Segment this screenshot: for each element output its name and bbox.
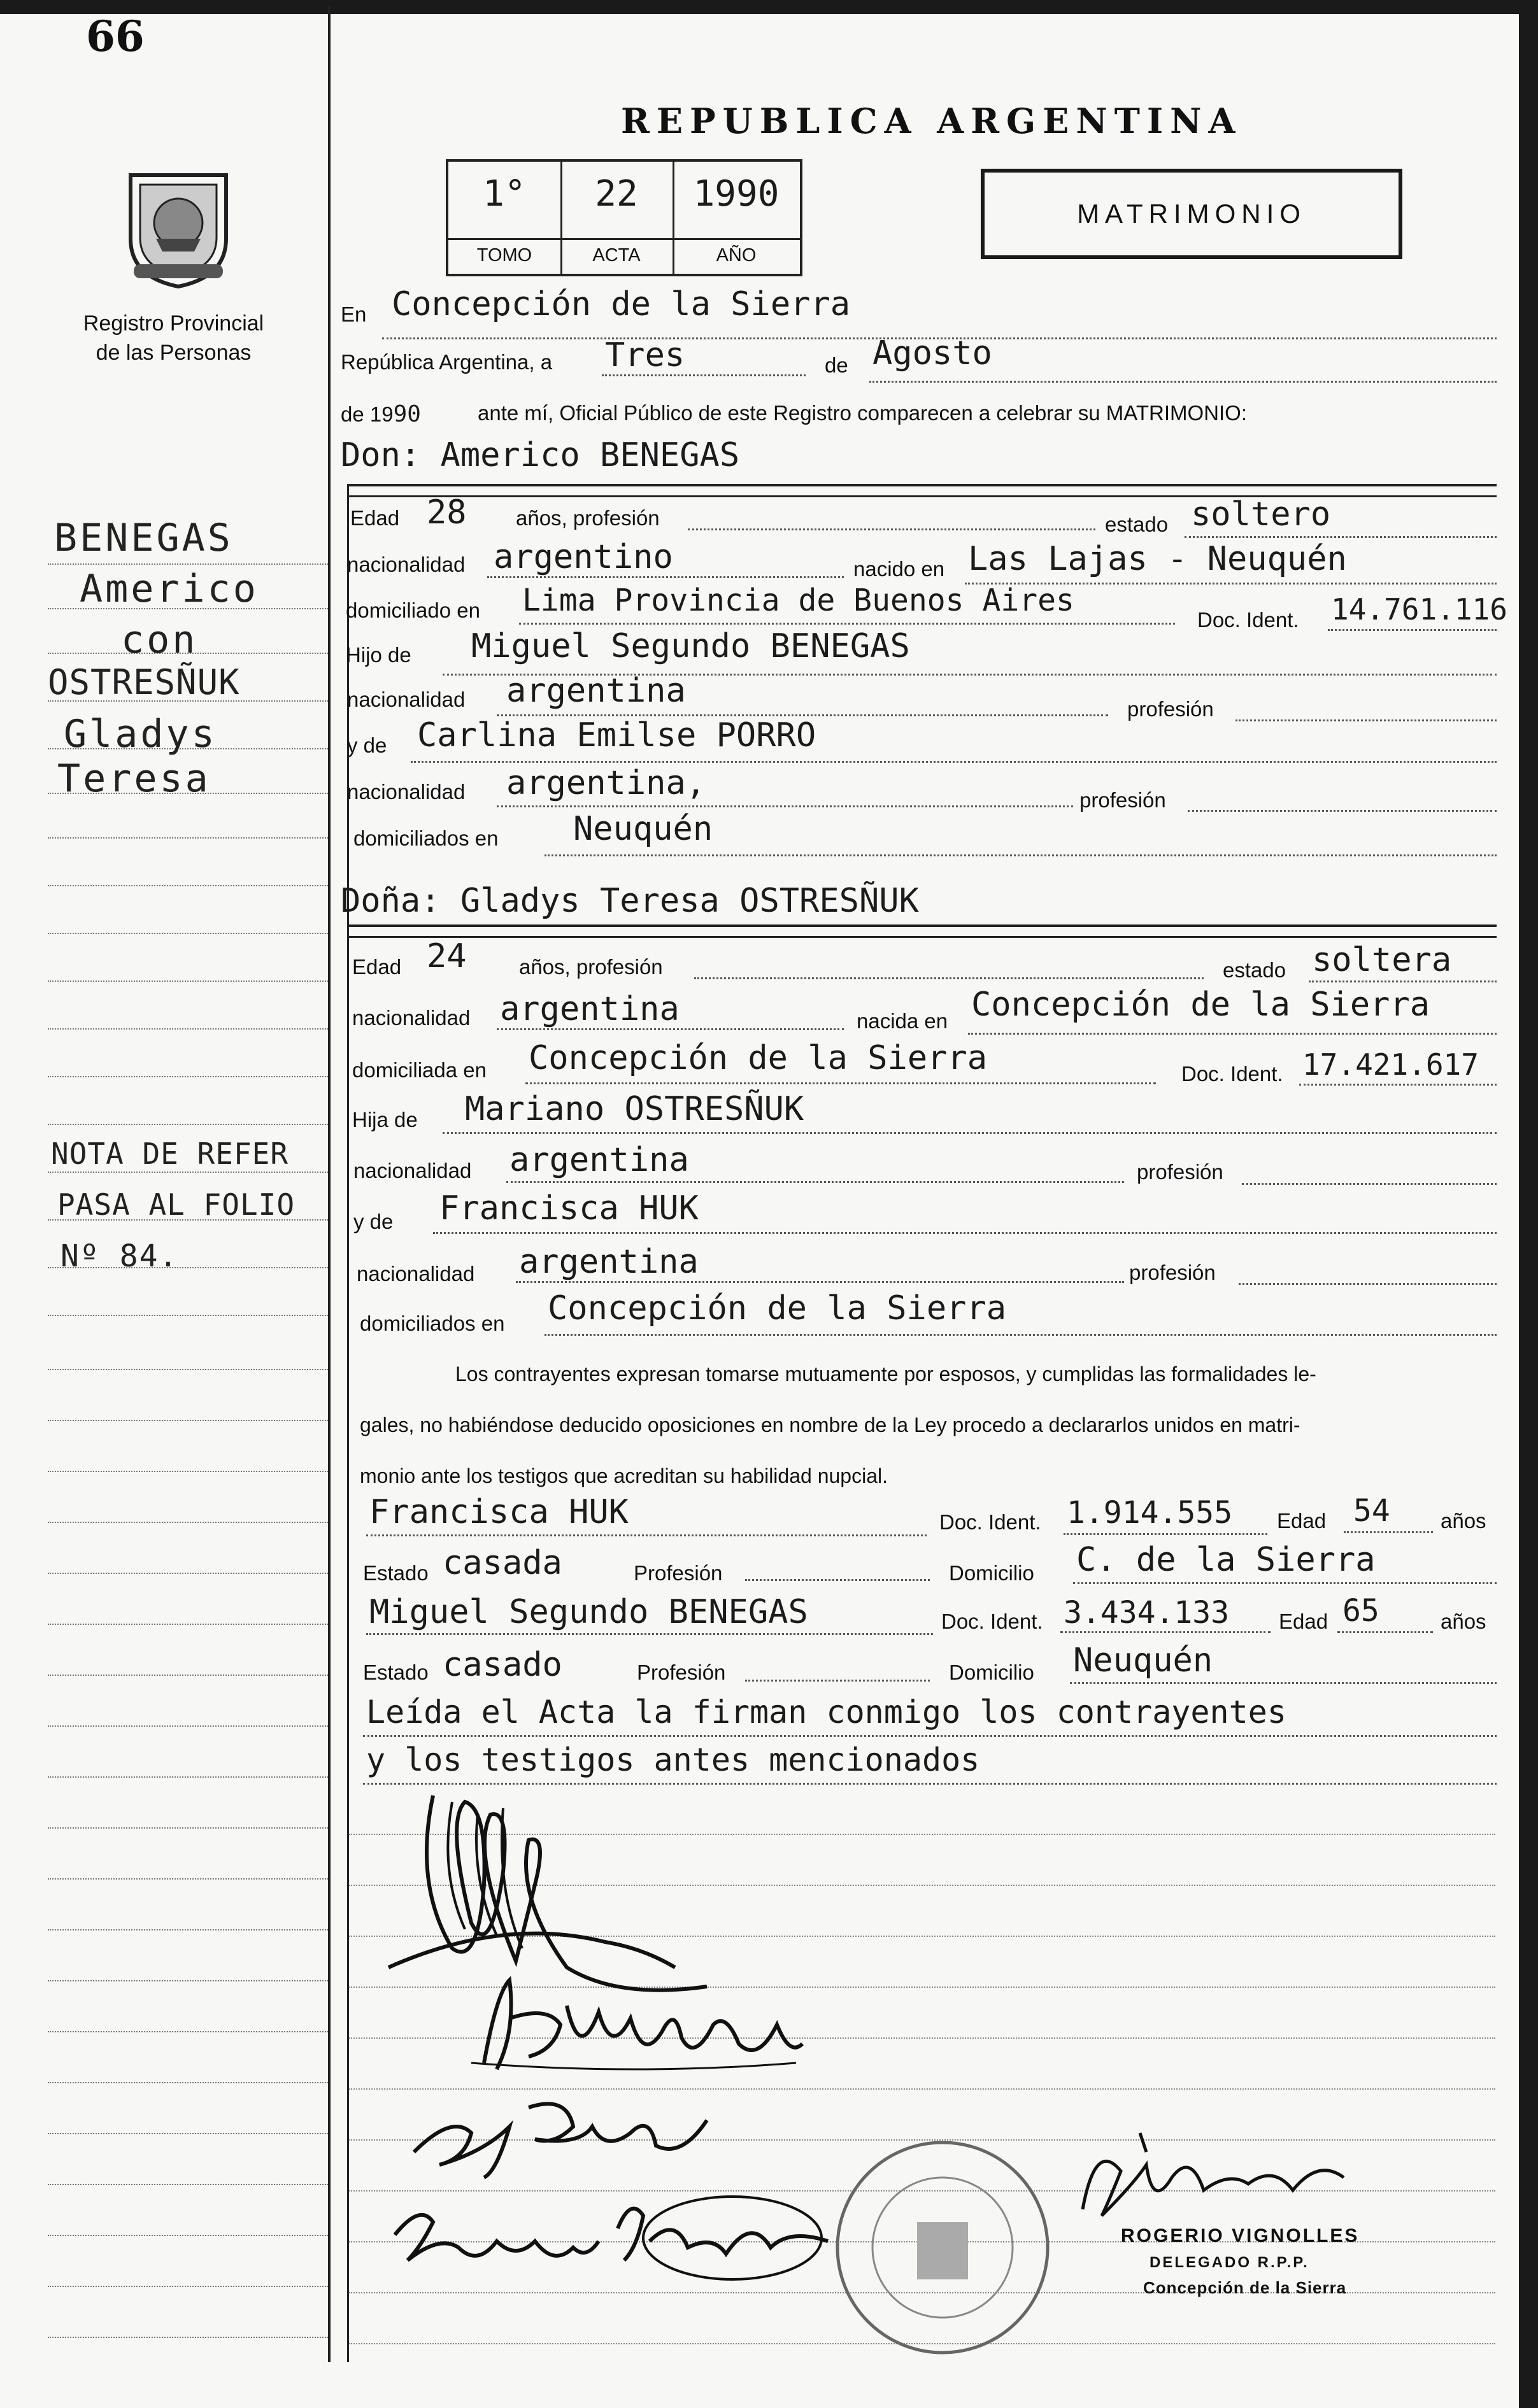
year-label	[341, 401, 421, 427]
groom-profesion-label: años, profesión	[516, 506, 660, 530]
margin-rule	[48, 1172, 328, 1173]
groom-madre-nac-line	[497, 805, 1073, 807]
margin-rule	[48, 1725, 328, 1727]
bride-estado-label: estado	[1223, 958, 1286, 982]
official-name: ROGERIO VIGNOLLES	[1121, 2225, 1360, 2246]
document-type-box: MATRIMONIO	[981, 169, 1402, 259]
groom-doc-label: Doc. Ident.	[1197, 608, 1299, 632]
groom-edad-label: Edad	[350, 506, 400, 530]
margin-rule	[48, 1776, 328, 1778]
place-value: Concepción de la Sierra	[392, 285, 851, 323]
groom-nacido-value: Las Lajas - Neuquén	[968, 540, 1347, 578]
margin-rule	[48, 2184, 328, 2185]
scan-top-edge	[0, 0, 1538, 14]
groom-nac-label: nacionalidad	[347, 553, 466, 576]
bride-padre-prof-label: profesión	[1137, 1160, 1223, 1184]
margin-rule	[48, 1573, 328, 1574]
margin-rule	[48, 981, 328, 982]
closing-line1: Leída el Acta la firman conmigo los contrayentes	[366, 1694, 1286, 1731]
witness2-edad-line	[1337, 1631, 1433, 1633]
bride-padre-nac-line	[506, 1181, 1124, 1183]
groom-estado-value: soltero	[1191, 495, 1331, 534]
acta-value: 22	[595, 173, 638, 215]
bride-madre-line	[433, 1232, 1497, 1234]
margin-rule	[48, 933, 328, 934]
groom-madre-line	[411, 761, 1497, 763]
republica-label: República Argentina, a	[341, 350, 553, 374]
bride-heading-rule-2	[347, 936, 1497, 938]
groom-padres-dom-label: domiciliados en	[353, 826, 499, 850]
witness2-name: Miguel Segundo BENEGAS	[369, 1593, 808, 1631]
witness1-anos-label: años	[1441, 1509, 1486, 1533]
provincial-seal-logo	[118, 162, 239, 290]
groom-heading: Don: Americo BENEGAS	[341, 436, 740, 474]
groom-domicilio-value: Lima Provincia de Buenos Aires	[522, 583, 1074, 618]
bride-nacida-line	[968, 1033, 1497, 1035]
margin-name-2: Americo	[80, 567, 259, 611]
margin-rule	[48, 2133, 328, 2134]
bride-padres-dom-line	[545, 1334, 1497, 1336]
witness1-domicilio-label: Domicilio	[949, 1561, 1034, 1585]
margin-rule	[48, 1929, 328, 1930]
statement-text: ante mí, Oficial Público de este Registro comparecen a celebrar su MATRIMONIO:	[478, 401, 1248, 425]
witness2-profesion-label: Profesión	[637, 1661, 726, 1684]
record-number-box	[446, 159, 802, 276]
witness2-name-line	[366, 1633, 933, 1635]
witness2-doc-label: Doc. Ident.	[941, 1610, 1043, 1633]
witness1-name-line	[366, 1534, 927, 1536]
witness1-edad-label: Edad	[1277, 1509, 1327, 1533]
official-location: Concepción de la Sierra	[1143, 2278, 1347, 2297]
margin-rule	[48, 1522, 328, 1523]
bride-padre-value: Mariano OSTRESÑUK	[465, 1090, 804, 1128]
witness2-anos-label: años	[1441, 1610, 1486, 1633]
margin-note-line3: Nº 84.	[61, 1238, 179, 1274]
groom-nac-line	[487, 576, 844, 578]
closing-line1-rule	[363, 1735, 1497, 1737]
bride-estado-line	[1309, 981, 1497, 982]
groom-estado-label: estado	[1105, 513, 1169, 536]
bride-padre-line	[443, 1132, 1497, 1134]
bride-nacida-label: nacida en	[857, 1009, 948, 1033]
bride-padres-dom-value: Concepción de la Sierra	[548, 1289, 1007, 1328]
bride-padre-nac-label: nacionalidad	[353, 1159, 472, 1182]
tomo-value: 1°	[483, 173, 526, 215]
groom-padres-dom-value: Neuquén	[573, 810, 713, 848]
bride-madre-prof-line	[1239, 1283, 1497, 1285]
groom-doc-value: 14.761.116	[1331, 592, 1507, 627]
witness-signature-1	[401, 2076, 758, 2184]
groom-nacido-label: nacido en	[853, 557, 945, 581]
declaration-line3: monio ante los testigos que acreditan su habilidad nupcial.	[360, 1464, 888, 1487]
margin-note-line1: NOTA DE REFER	[51, 1137, 289, 1171]
bride-profesion-label: años, profesión	[519, 955, 663, 979]
bride-profesion-line	[694, 977, 1204, 979]
anio-value: 1990	[693, 173, 780, 215]
margin-rule	[48, 1076, 328, 1077]
bride-madre-nac-line	[516, 1281, 1124, 1283]
groom-estado-line	[1185, 536, 1497, 538]
groom-doc-line	[1328, 629, 1497, 631]
margin-rule	[48, 2031, 328, 2032]
witness2-domicilio-label: Domicilio	[949, 1661, 1034, 1684]
bride-edad-label: Edad	[352, 955, 402, 979]
groom-heading-rule	[347, 484, 1497, 486]
bride-padres-dom-label: domiciliados en	[360, 1312, 505, 1335]
en-label: En	[341, 302, 367, 326]
groom-madre-nac-label: nacionalidad	[347, 780, 466, 804]
acta-label: ACTA	[560, 238, 673, 266]
margin-name-5: Gladys	[64, 712, 217, 756]
margin-rule	[48, 2286, 328, 2287]
witness2-edad-value: 65	[1342, 1593, 1379, 1629]
bride-madre-nac-value: argentina	[519, 1243, 699, 1281]
margin-rule	[48, 2082, 328, 2083]
witness2-profesion-line	[745, 1680, 930, 1682]
bride-doc-label: Doc. Ident.	[1181, 1062, 1283, 1086]
bride-domicilio-value: Concepción de la Sierra	[529, 1039, 988, 1077]
bride-heading: Doña: Gladys Teresa OSTRESÑUK	[341, 882, 919, 920]
anio-cell	[673, 162, 800, 274]
groom-hijo-label: Hijo de	[346, 643, 411, 667]
margin-name-4: OSTRESÑUK	[48, 662, 240, 702]
witness1-edad-value: 54	[1353, 1493, 1390, 1529]
witness1-doc-value: 1.914.555	[1067, 1495, 1233, 1531]
bride-heading-rule	[347, 924, 1497, 927]
witness1-estado-value: casada	[443, 1544, 562, 1582]
margin-rule	[48, 1827, 328, 1829]
bride-domicilio-label: domiciliada en	[352, 1058, 487, 1082]
witness2-doc-value: 3.434.133	[1064, 1595, 1230, 1631]
bride-hija-label: Hija de	[352, 1108, 418, 1131]
groom-domicilio-label: domiciliado en	[346, 598, 480, 622]
closing-line2: y los testigos antes mencionados	[366, 1741, 980, 1778]
groom-padre-nac-value: argentina	[506, 672, 686, 710]
margin-name-3: con	[121, 618, 198, 662]
groom-madre-prof-line	[1188, 810, 1497, 812]
bride-nac-label: nacionalidad	[352, 1006, 471, 1030]
groom-madre-value: Carlina Emilse PORRO	[417, 716, 816, 754]
year-prefix: de 19	[341, 402, 394, 426]
witness1-edad-line	[1344, 1531, 1433, 1533]
groom-madre-prof-label: profesión	[1079, 788, 1166, 812]
groom-padre-nac-label: nacionalidad	[347, 688, 466, 711]
bride-nac-line	[497, 1028, 844, 1030]
bride-yde-label: y de	[353, 1210, 394, 1233]
groom-padres-dom-line	[545, 854, 1497, 856]
witness2-estado-value: casado	[443, 1646, 562, 1684]
margin-name-6: Teresa	[57, 756, 211, 801]
bride-nac-value: argentina	[500, 990, 680, 1028]
margin-note-line2: PASA AL FOLIO	[57, 1187, 295, 1222]
day-value: Tres	[605, 336, 685, 374]
bride-nacida-value: Concepción de la Sierra	[971, 986, 1430, 1024]
de-label: de	[825, 353, 848, 377]
groom-profesion-line	[688, 528, 1095, 530]
witness2-doc-line	[1060, 1631, 1271, 1633]
country-title: REPUBLICA ARGENTINA	[621, 101, 1243, 141]
groom-domicilio-line	[519, 623, 1175, 625]
witness1-name: Francisca HUK	[369, 1493, 629, 1531]
groom-edad-value: 28	[427, 493, 467, 532]
declaration-line2: gales, no habiéndose deducido oposiciones en nombre de la Ley procedo a declararlos unidos en matri-	[360, 1413, 1300, 1436]
margin-rule	[48, 1878, 328, 1880]
witness2-edad-label: Edad	[1279, 1610, 1328, 1633]
margin-rule	[48, 563, 328, 565]
declaration-line1: Los contrayentes expresan tomarse mutuamente por esposos, y cumplidas las formalidades le-	[455, 1363, 1316, 1385]
acta-cell	[560, 162, 674, 274]
registry-label-line1: Registro Provincial	[83, 311, 264, 336]
groom-yde-label: y de	[347, 733, 387, 757]
registry-label-line2: de las Personas	[96, 341, 252, 365]
witness1-domicilio-line	[1073, 1582, 1497, 1584]
margin-rule	[48, 1624, 328, 1625]
margin-rule	[48, 837, 328, 839]
tomo-cell	[448, 162, 562, 274]
tomo-label: TOMO	[448, 238, 560, 266]
witness1-doc-line	[1064, 1533, 1267, 1535]
margin-rule	[48, 1028, 328, 1030]
margin-name-1: BENEGAS	[54, 516, 233, 560]
anio-label: AÑO	[673, 238, 800, 266]
bride-madre-value: Francisca HUK	[439, 1189, 699, 1228]
bride-edad-value: 24	[427, 937, 467, 975]
bride-domicilio-line	[525, 1082, 1156, 1084]
margin-rule	[48, 1420, 328, 1421]
margin-rule	[48, 1980, 328, 1981]
margin-rule	[48, 1675, 328, 1676]
bride-doc-value: 17.421.617	[1302, 1047, 1479, 1082]
folio-number: 66	[86, 11, 145, 61]
witness1-doc-label: Doc. Ident.	[939, 1510, 1041, 1534]
bride-madre-prof-label: profesión	[1129, 1261, 1216, 1284]
official-title: DELEGADO R.P.P.	[1150, 2254, 1309, 2271]
bride-madre-nac-label: nacionalidad	[357, 1262, 475, 1285]
bride-doc-line	[1299, 1084, 1497, 1086]
bride-signature	[459, 1967, 815, 2082]
witness1-profesion-label: Profesión	[634, 1561, 723, 1585]
month-line	[869, 381, 1497, 383]
day-line	[602, 374, 806, 376]
witness1-domicilio-value: C. de la Sierra	[1076, 1541, 1376, 1579]
bride-estado-value: soltera	[1312, 941, 1452, 979]
margin-divider	[328, 6, 331, 2362]
witness-signature-2	[382, 2178, 904, 2305]
groom-padre-prof-label: profesión	[1127, 697, 1214, 721]
margin-rule	[48, 885, 328, 886]
margin-rule	[48, 1471, 328, 1472]
witness1-profesion-line	[745, 1579, 930, 1581]
scan-right-edge	[1519, 0, 1538, 2408]
groom-madre-nac-value: argentina,	[506, 764, 706, 802]
margin-rule	[48, 2235, 328, 2236]
round-seal-stamp	[828, 2133, 1057, 2362]
groom-padre-value: Miguel Segundo BENEGAS	[471, 627, 910, 665]
bride-padre-prof-line	[1242, 1183, 1497, 1185]
registry-label	[61, 309, 287, 367]
body-left-border	[347, 484, 349, 2362]
official-signature	[1064, 2114, 1356, 2241]
year-suffix: 90	[393, 401, 421, 427]
margin-rule	[48, 1369, 328, 1370]
bride-padre-nac-value: argentina	[509, 1141, 689, 1179]
witness2-domicilio-value: Neuquén	[1073, 1641, 1213, 1680]
witness2-estado-label: Estado	[363, 1661, 429, 1684]
witness1-estado-label: Estado	[363, 1561, 429, 1585]
margin-rule	[48, 1124, 328, 1125]
margin-rule	[48, 2337, 328, 2338]
month-value: Agosto	[872, 334, 992, 372]
margin-rule	[48, 1315, 328, 1316]
groom-nac-value: argentino	[494, 538, 673, 576]
witness2-domicilio-line	[1070, 1682, 1497, 1684]
groom-padre-prof-line	[1235, 719, 1497, 721]
